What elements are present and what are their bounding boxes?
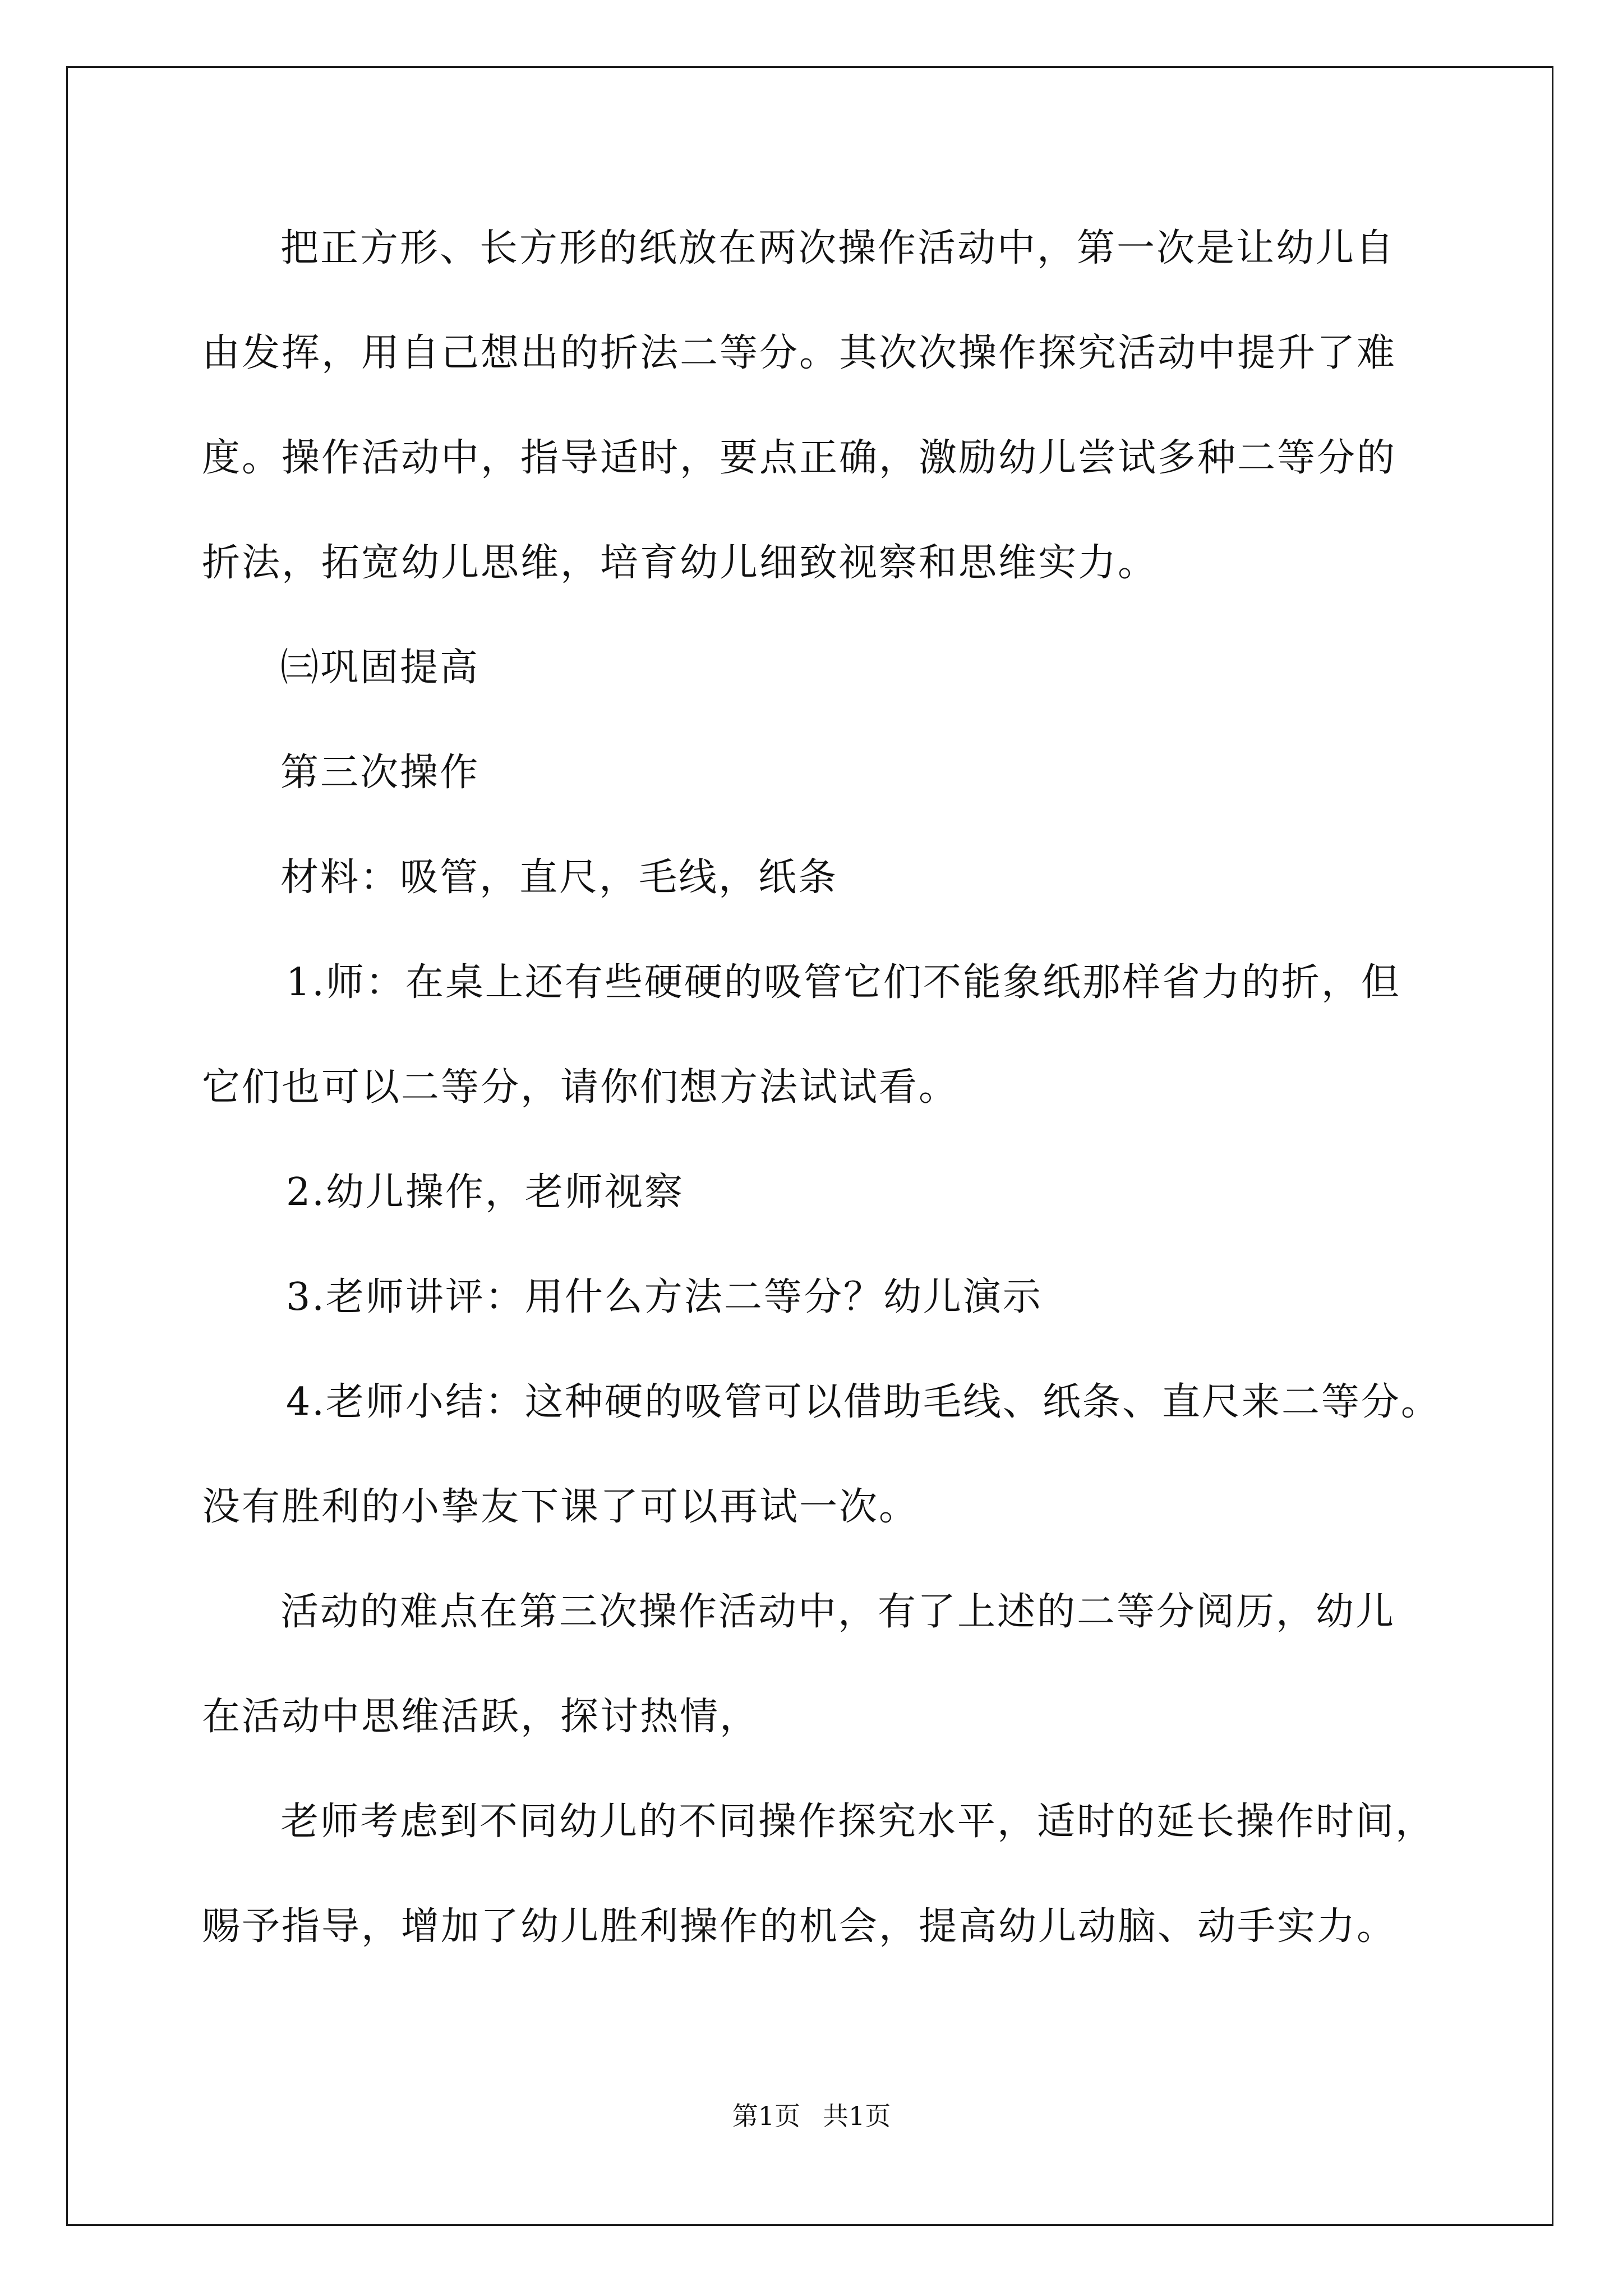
paragraph-line: 赐予指导，增加了幼儿胜利操作的机会，提高幼儿动脑、动手实力。 xyxy=(202,1904,1397,1949)
paragraph-line: 在活动中思维活跃，探讨热情， xyxy=(202,1695,760,1739)
document-body xyxy=(202,218,1441,2001)
step-item: 4.老师小结：这种硬的吸管可以借助毛线、纸条、直尺来二等分。 xyxy=(286,1380,1441,1424)
step-item: 3.老师讲评：用什么方法二等分？幼儿演示 xyxy=(286,1275,1043,1319)
materials-line: 材料：吸管，直尺，毛线，纸条 xyxy=(280,855,838,900)
paragraph-line: 它们也可以二等分，请你们想方法试试看。 xyxy=(202,1065,959,1110)
paragraph-line: 把正方形、长方形的纸放在两次操作活动中，第一次是让幼儿自 xyxy=(280,226,1396,270)
step-item: 1.师：在桌上还有些硬硬的吸管它们不能象纸那样省力的折，但 xyxy=(286,960,1401,1005)
paragraph-line: 折法，拓宽幼儿思维，培育幼儿细致视察和思维实力。 xyxy=(202,541,1158,585)
page-footer xyxy=(0,2099,1623,2133)
page-number-current: 第1页 xyxy=(732,2101,800,2131)
paragraph-line: 没有胜利的小挚友下课了可以再试一次。 xyxy=(202,1485,919,1529)
paragraph-line: 老师考虑到不同幼儿的不同操作探究水平，适时的延长操作时间， xyxy=(280,1800,1436,1844)
subsection-heading: 第三次操作 xyxy=(280,751,480,795)
step-item: 2.幼儿操作，老师视察 xyxy=(286,1170,684,1214)
paragraph-line: 活动的难点在第三次操作活动中，有了上述的二等分阅历，幼儿 xyxy=(280,1590,1396,1634)
paragraph-line: 度。操作活动中，指导适时，要点正确，激励幼儿尝试多种二等分的 xyxy=(202,436,1397,480)
paragraph-line: 由发挥，用自己想出的折法二等分。其次次操作探究活动中提升了难 xyxy=(202,331,1397,375)
section-heading: ㈢巩固提高 xyxy=(280,646,480,690)
page-number-total: 共1页 xyxy=(823,2101,891,2131)
